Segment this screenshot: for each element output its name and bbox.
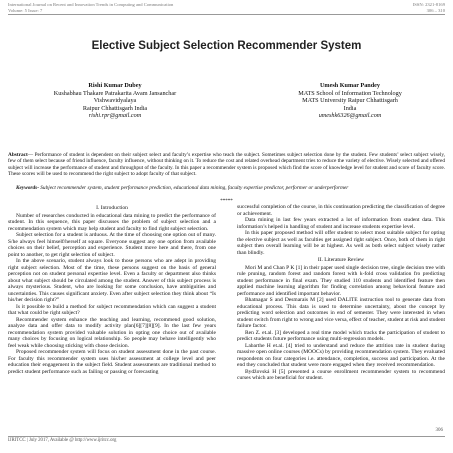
author-affiliation: India <box>343 104 357 112</box>
author-affiliation: MATS School of Information Technology <box>298 89 402 97</box>
right-column <box>237 204 445 382</box>
abstract-text: — Performance of student is dependent on their subject select and faculty’s expertise who teach the subject. Sometimes subject selection done by the student. Few students’ select subject wisely, few of them select because of friend influence, faculty influence, without thinking on it. To reduce the cost and related overhead department tries to reduce the variety of elective. Wisely selected and offered subject will increase the performance of student and throughput of the faculty. In this paper a recommender system is proposed which find the score of knowledge level for student and score of faculty score. These scores will be used to recommend the right subject to adopt faculty of that subject. <box>8 152 445 178</box>
left-column <box>8 204 216 375</box>
paragraph: successful completion of the course, in this continuation predicting the classification of degree or achievement. <box>237 204 445 217</box>
keywords-text: Subject recommender system, student performance prediction, educational data mining, faculty expertise predictor, performer or underperformer <box>40 185 349 191</box>
footer-divider <box>8 436 445 437</box>
paragraph: Number of researches conducted in educational data mining to predict the performance of student. In this sequence, this paper discusses the problem of subject selection and a recommendation system which may help student and faculty to find right subject selection. <box>8 212 216 232</box>
paragraph: Bhatnagar S and Desmarais M [2] used DALITE instruction tool to generate data from educational process. This data is used to determine uncertainty, about the concept by predicting word selection and outcomes in end of semester. They were interested in when student switch from right to wrong and vice versa, effect of teacher, student at risk and student failure factor. <box>237 297 445 330</box>
section-heading-literature-review: II. Literature Review <box>317 257 365 264</box>
author-name: Rishi Kumar Dubey <box>88 82 142 89</box>
header-divider <box>8 14 445 15</box>
paragraph: Mori M and Chan P K [1] in their paper used single decision tree, single decision tree with rule pruning, random forest and random forest with k-fold cross validation fro predicting student performance in final exam. They studied 110 students and identified feature then applied machine learning algorithm for finding correlation among behavioral feature and performance and identified important behavior. <box>237 264 445 297</box>
author-name: Umesh Kumar Pandey <box>319 82 381 89</box>
author-affiliation: Kushabhau Thakare Patrakarita Avam Jansanchar <box>53 89 177 97</box>
paragraph: In this paper proposed method will offer student to select most suitable subject for opting the elective subject as well as faculties get assigned right subject. Once, both of them in right subject then overall learning will be at highest. As well as both select subject wisely rather than blindly. <box>237 230 445 256</box>
paragraph: Is it possible to build a method for subject recommendation which can suggest a student that what could be right subject? <box>8 303 216 317</box>
author-affiliation: Raipur Chhattisgarh India <box>82 104 148 112</box>
author-block-1 <box>30 82 200 120</box>
paragraph: Bydžovská H [5] presented a course enrollment recommender system to recommend curses which are beneficial for student. <box>237 368 445 382</box>
paragraph: Subject selection for a student is arduous. At the time of choosing one option out of many. S/he always feel himself/herself at square. Everyone suggest any one option from available choices on their belief, perception and experience. Student move here and there, from one point to another, to get right selection of subject. <box>8 232 216 258</box>
author-block-2 <box>255 82 445 120</box>
author-email: rishi.rpr@gmail.com <box>88 112 142 120</box>
journal-issn: ISSN: 2321-8169 306 – 310 <box>412 2 445 13</box>
author-email: umeshk6326@gmail.com <box>318 112 382 120</box>
paragraph: Proposed recommender system will focus on student assessment done in the past course. For faculty this recommender system uses his/her assessment at college level and peer education their engagement in the subject field. Student assessments are traditional method to predict student performance such as failing or passing or forecasting <box>8 349 216 375</box>
abstract <box>8 152 445 178</box>
section-heading-introduction: I. Introduction <box>96 205 128 211</box>
paragraph: In the above scenario, student always look to those persons who are adept in providing right subject selection. Most of the time, these persons suggest on the basis of general perception not on student personal expertise level. Even a faculty or department also thinks about what subject should be circulated among the student. Answer of this subject process is always mysterious. Student, who are looking for some conclusion, have ambiguities and uncertainties. This causes significant anxiety. Even after subject selection they think about “Is his/her decision right?” <box>8 258 216 304</box>
paragraph: Recommender system enhance the teaching and learning, recommend good solution, analyze data and offer data to modify activity plan[6][7][8][9]. In the last few years recommendation system provided valuable solution in opting one choice out of available many choices by focusing on logical relationship. So people may behave intelligently who feel weak while choosing sticking with chose decision. <box>8 316 216 349</box>
paragraph: Data mining in last few years extracted a lot of information from student data. This information’s helped in handling of student and increase students expertise level. <box>237 217 445 230</box>
page-footer: IJRITCC | July 2017, Available @ http://www.ijritcc.org <box>8 438 117 443</box>
paragraph: Labarthe H et.al. [4] tried to understand and reduce the attrition rate in student during massive open online courses (MOOCs) by providing recommendation system. They evaluated respondents on four categories i.e. attendance, completion, success and participation. At the end they concluded that student were more engaged when they received recommendation. <box>237 342 445 369</box>
abstract-label: Abstract <box>8 152 28 158</box>
journal-name: International Journal on Recent and Innovation Trends in Computing and Communication Volume: 5 Issue: 7 <box>8 2 174 13</box>
paragraph: Ren Z. et.al. [3] developed a real time model which tracks the participation of student to predict students future performance using multi-regression models. <box>237 329 445 343</box>
page-number: 306 <box>435 428 443 433</box>
author-affiliation: Vishwavidyalaya <box>93 97 137 105</box>
keywords-label: Keywords- <box>16 185 39 191</box>
separator: ***** <box>220 199 233 204</box>
author-affiliation: MATS University Raipur Chhattisgarh <box>302 97 398 105</box>
keywords <box>16 185 445 191</box>
paper-title: Elective Subject Selection Recommender System <box>91 40 362 52</box>
